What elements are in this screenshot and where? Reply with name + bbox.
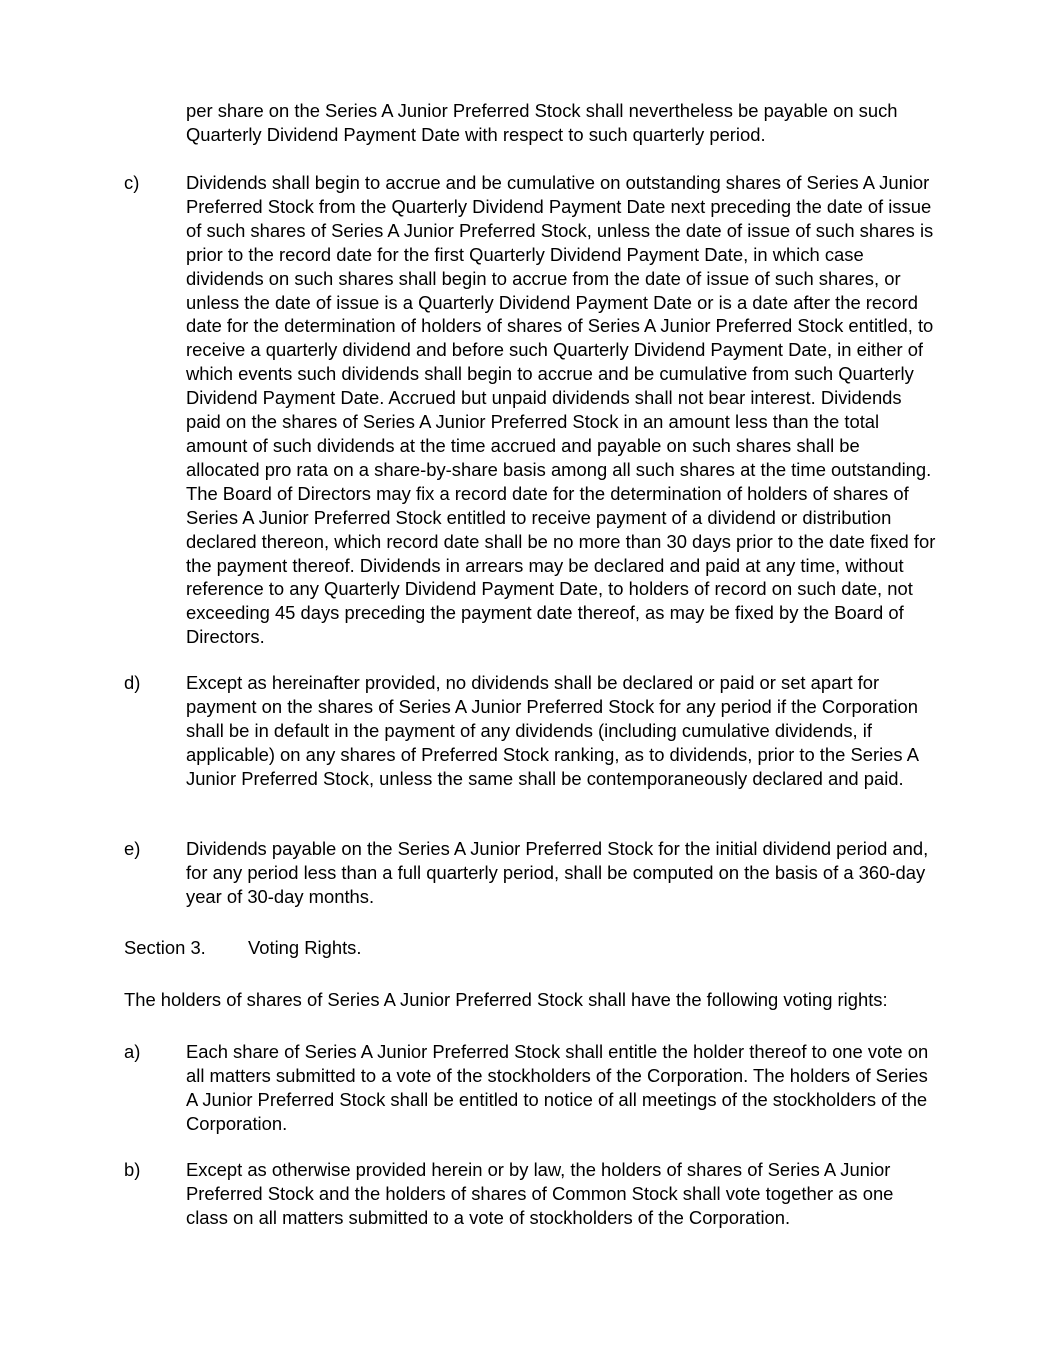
item-text: Each share of Series A Junior Preferred Stock shall entitle the holder thereof to one vote on all matters submitted to a vote of the stockholders of the Corporation. The holders of Series A Junior Preferred Stock shall be entitled to notice of all meetings of the stockholders of the Corporation. [186,1041,929,1134]
section-3-heading [124,936,724,960]
item-label: e) [124,838,141,859]
section-3-intro: The holders of shares of Series A Junior Preferred Stock shall have the following voting rights: [124,989,888,1010]
section-title: Voting Rights. [248,937,362,958]
continuation-paragraph: per share on the Series A Junior Preferred Stock shall nevertheless be payable on such Quarterly Dividend Payment Date with respect to such quarterly period. [186,100,898,145]
section-number: Section 3. [124,937,206,958]
item-text: Dividends payable on the Series A Junior Preferred Stock for the initial dividend period and, for any period less than a full quarterly period, shall be computed on the basis of a 360-day year of 30-day months. [186,838,929,907]
item-label: b) [124,1159,141,1180]
item-text: Except as hereinafter provided, no dividends shall be declared or paid or set apart for payment on the shares of Series A Junior Preferred Stock for any period if the Corporation shall be in default in the payment of any dividends (including cumulative dividends, if applicable) on any shares of Preferred Stock ranking, as to dividends, prior to the Series A Junior Preferred Stock, unless the same shall be contemporaneously declared and paid. [186,672,918,789]
item-text: Dividends shall begin to accrue and be cumulative on outstanding shares of Series A Junior Preferred Stock from the Quarterly Dividend Payment Date next preceding the date of issue of such shares of Series A Junior Preferred Stock, unless the date of issue of such shares is prior to the record date for the first Quarterly Dividend Payment Date, in which case dividends on such shares shall begin to accrue from the date of issue of such shares, or unless the date of issue is a Quarterly Dividend Payment Date or is a date after the record date for the determination of holders of shares of Series A Junior Preferred Stock entitled, to receive a quarterly dividend and before such Quarterly Dividend Payment Date, in either of which events such dividends shall begin to accrue and be cumulative from such Quarterly Dividend Payment Date. Accrued but unpaid dividends shall not bear interest. Dividends paid on the shares of Series A Junior Preferred Stock in an amount less than the total amount of such dividends at the time accrued and payable on such shares shall be allocated pro rata on a share-by-share basis among all such shares at the time outstanding. The Board of Directors may fix a record date for the determination of holders of shares of Series A Junior Preferred Stock entitled to receive payment of a dividend or distribution declared thereon, which record date shall be no more than 30 days prior to the date fixed for the payment thereof. Dividends in arrears may be declared and paid at any time, without reference to any Quarterly Dividend Payment Date, to holders of record on such date, not exceeding 45 days preceding the payment date thereof, as may be fixed by the Board of Directors. [186,172,936,648]
item-label: c) [124,172,140,193]
item-label: d) [124,672,141,693]
item-text: Except as otherwise provided herein or by law, the holders of shares of Series A Junior Preferred Stock and the holders of shares of Common Stock shall vote together as one class on all matters submitted to a vote of stockholders of the Corporation. [186,1159,894,1228]
item-label: a) [124,1041,141,1062]
